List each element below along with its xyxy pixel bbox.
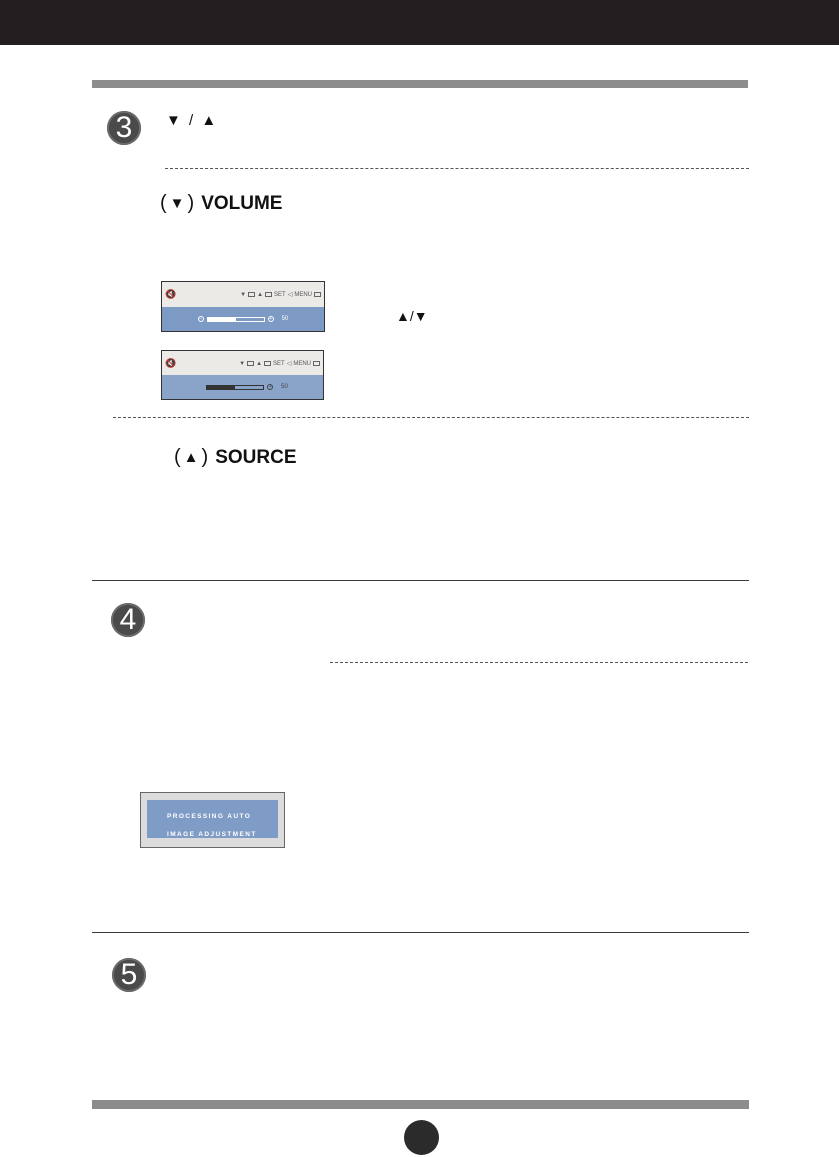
step-4-number: 4 [111, 603, 145, 637]
volume-muted-osd-thumbnail [161, 350, 324, 400]
section-divider [92, 932, 749, 933]
auto-adjust-line-2: IMAGE ADJUSTMENT [167, 831, 257, 838]
plus-box-icon [264, 361, 271, 366]
page-number-badge [404, 1120, 439, 1155]
step-5-number: 5 [112, 958, 146, 992]
down-arrow-icon: ▼ [169, 195, 185, 212]
plus-circle-icon: + [269, 316, 273, 322]
volume-slider [206, 385, 264, 390]
up-arrow-icon: ▲ [257, 291, 264, 298]
section-top-rule [92, 80, 748, 88]
divider-dashed [113, 417, 749, 418]
source-label: SOURCE [215, 446, 297, 468]
menu-box-icon [313, 361, 320, 366]
down-arrow-icon: ▼ [240, 291, 247, 298]
minus-circle-icon: − [199, 316, 203, 322]
set-label: SET [273, 360, 285, 367]
volume-heading: ( ▼ ) VOLUME [160, 192, 283, 214]
divider-dashed [165, 168, 749, 169]
up-arrow-icon: ▲ [183, 449, 199, 466]
plus-box-icon [265, 292, 272, 297]
auto-adjust-line-1: PROCESSING AUTO [167, 813, 252, 820]
divider-dashed [330, 662, 748, 663]
plus-circle-icon: + [268, 384, 272, 390]
speaker-icon: ◁ [287, 292, 293, 298]
page-header-bar [0, 0, 839, 45]
volume-value: 50 [281, 384, 288, 390]
minus-box-icon [248, 292, 255, 297]
volume-osd-thumbnail [161, 281, 325, 332]
set-label: SET [274, 291, 286, 298]
down-arrow-icon: ▼ [239, 360, 246, 367]
down-up-arrows: ▼ / ▲ [166, 112, 219, 129]
auto-adjust-message [147, 800, 278, 838]
step-3-number: 3 [107, 111, 141, 145]
section-bottom-rule [92, 1100, 749, 1109]
menu-box-icon [314, 292, 321, 297]
section-divider [92, 580, 749, 581]
speaker-mute-icon: 🔇 [165, 358, 177, 368]
volume-bar-muted [162, 375, 323, 399]
auto-adjust-osd-thumbnail [140, 792, 285, 848]
source-heading: ( ▲ ) SOURCE [174, 446, 297, 468]
speaker-icon: ◁ [286, 361, 292, 367]
volume-value: 50 [281, 316, 289, 322]
volume-slider-fill [208, 318, 236, 321]
menu-label: MENU [293, 360, 311, 367]
minus-box-icon [247, 361, 254, 366]
up-down-arrows: ▲/▼ [396, 308, 428, 324]
volume-bar [162, 307, 324, 331]
volume-slider-fill [207, 386, 235, 389]
volume-label: VOLUME [201, 192, 283, 214]
menu-label: MENU [294, 291, 312, 298]
volume-slider [207, 317, 265, 322]
speaker-mute-icon: 🔇 [165, 289, 177, 299]
up-arrow-icon: ▲ [256, 360, 263, 367]
